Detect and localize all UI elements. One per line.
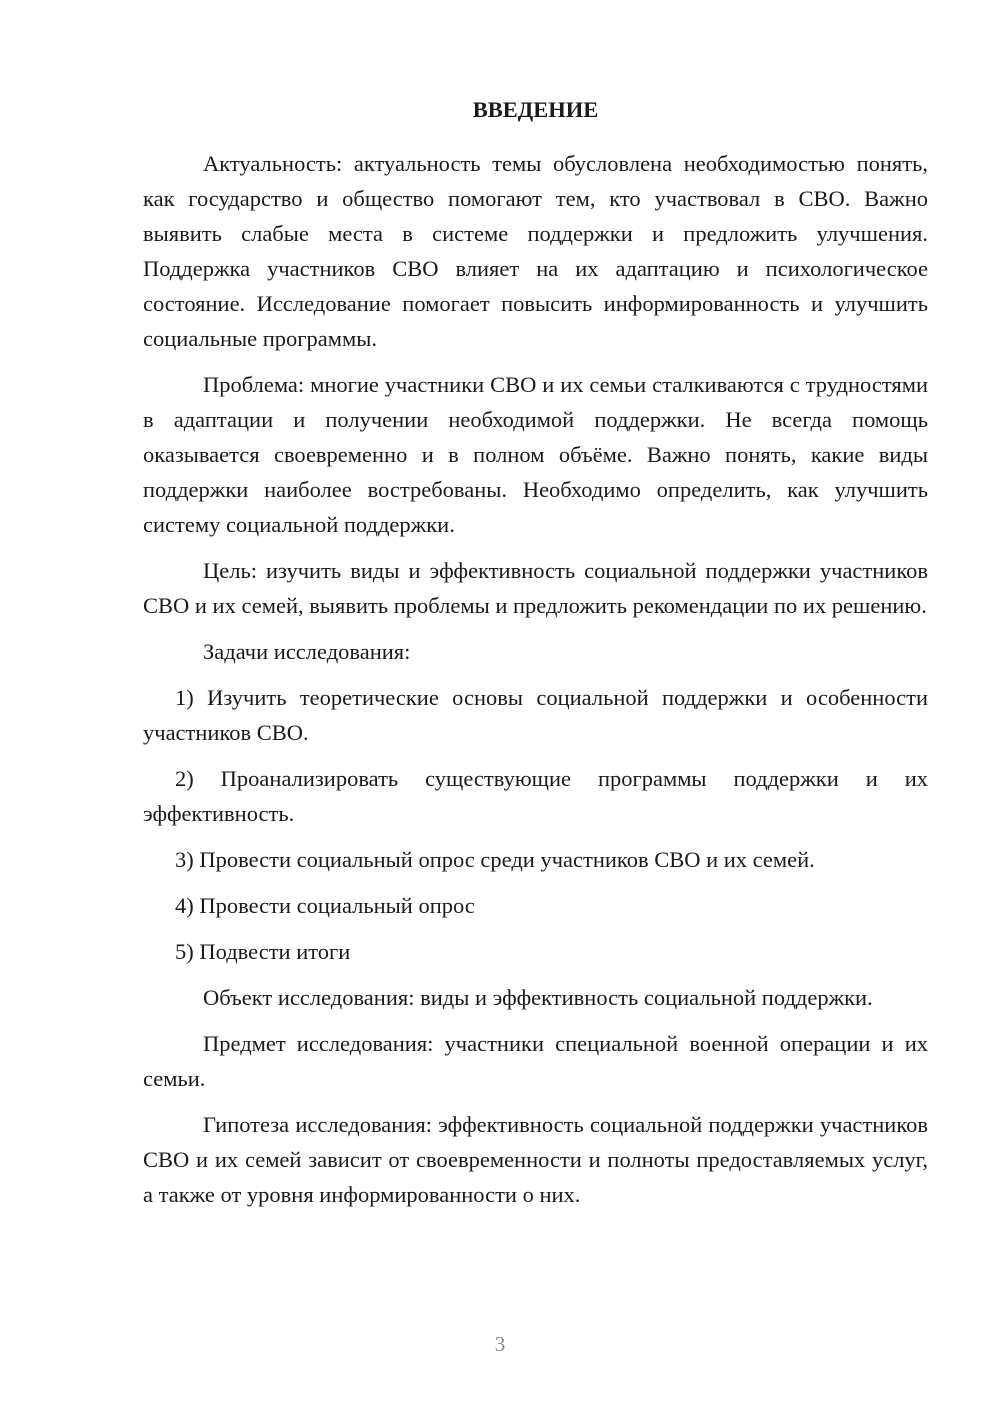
task-item-4: 4) Провести социальный опрос [175, 893, 475, 918]
document-title: ВВЕДЕНИЕ [472, 97, 599, 122]
problem-paragraph: Проблема: многие участники СВО и их семьи сталкиваются с трудностями в адаптации и получении необходимой поддержки. Не всегда помощь оказывается своевременно и в полном объёме. Важно понять, какие виды поддержки наиболее востребованы. Необходимо определить, как улучшить систему социальной поддержки. [143, 372, 928, 537]
tasks-heading: Задачи исследования: [203, 639, 411, 664]
task-item-2: 2) Проанализировать существующие программы поддержки и их эффективность. [143, 766, 928, 826]
task-item-1: 1) Изучить теоретические основы социальной поддержки и особенности участников СВО. [143, 685, 928, 745]
goal-paragraph: Цель: изучить виды и эффективность социальной поддержки участников СВО и их семей, выявить проблемы и предложить рекомендации по их решению. [143, 558, 928, 618]
document-page [143, 92, 928, 1223]
hypothesis-paragraph: Гипотеза исследования: эффективность социальной поддержки участников СВО и их семей зависит от своевременности и полноты предоставляемых услуг, а также от уровня информированности о них. [143, 1112, 928, 1207]
task-item-5: 5) Подвести итоги [175, 939, 351, 964]
relevance-paragraph: Актуальность: актуальность темы обусловлена необходимостью понять, как государство и общество помогают тем, кто участвовал в СВО. Важно выявить слабые места в системе поддержки и предложить улучшения. Поддержка участников СВО влияет на их адаптацию и психологическое состояние. Исследование помогает повысить информированность и улучшить социальные программы. [143, 151, 928, 351]
object-paragraph: Объект исследования: виды и эффективность социальной поддержки. [203, 985, 873, 1010]
page-number: 3 [494, 1332, 506, 1356]
subject-paragraph: Предмет исследования: участники специальной военной операции и их семьи. [143, 1031, 928, 1091]
task-item-3: 3) Провести социальный опрос среди участников СВО и их семей. [175, 847, 815, 872]
